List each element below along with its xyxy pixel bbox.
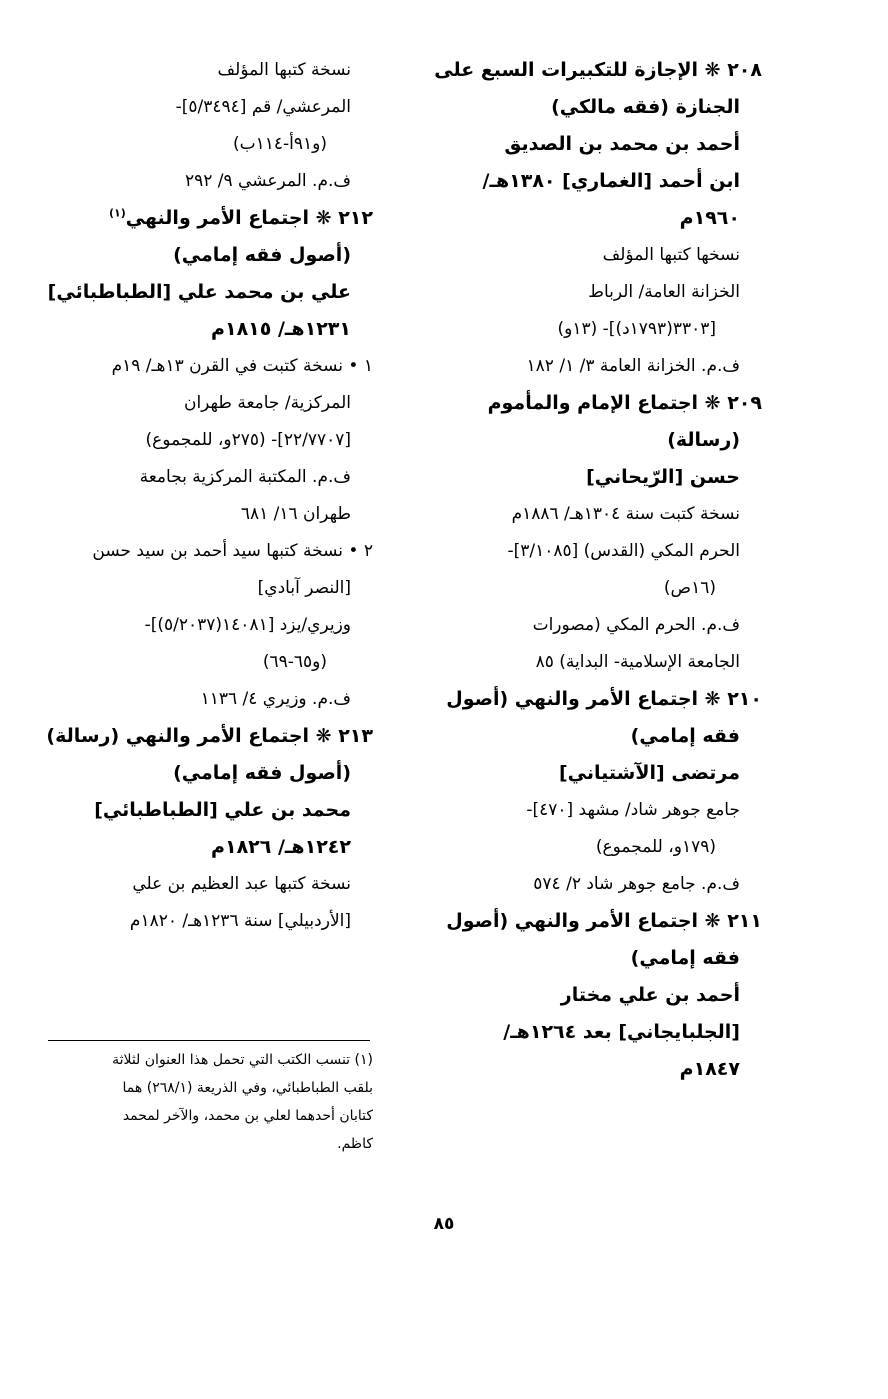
right-column-line (412, 829, 762, 866)
line-text: نسخة كتبت سنة ١٣٠٤هـ/ ١٨٨٦م (511, 504, 740, 524)
footnote (28, 1046, 373, 1158)
right-column-line (412, 607, 762, 644)
left-column-line (28, 422, 373, 459)
footnote-marker: (١) (109, 206, 126, 220)
line-text: المركزية/ جامعة طهران (183, 393, 351, 413)
line-text: وزيري/يزد [١٤٠٨١(٥/٢٠٣٧)]- (144, 615, 351, 635)
line-text: المرعشي/ قم [٥/٣٤٩٤]- (175, 97, 351, 117)
line-text: علي بن محمد علي [الطباطبائي] (47, 281, 351, 303)
right-column (412, 52, 762, 1088)
line-text: ٢١٠ ❋ اجتماع الأمر والنهي (أصول (446, 688, 762, 710)
left-column-line (28, 237, 373, 274)
line-text: ابن أحمد [الغماري] ١٣٨٠هـ/ (482, 170, 740, 192)
line-text: ١ • نسخة كتبت في القرن ١٣هـ/ ١٩م (111, 356, 373, 376)
line-text: (أصول فقه إمامي) (173, 244, 351, 266)
line-text: (و٩١أ-١١٤ب) (232, 134, 327, 154)
left-column-line (28, 89, 373, 126)
right-column-line (412, 311, 762, 348)
line-text: أحمد بن محمد بن الصديق (504, 133, 740, 155)
left-column-line (28, 607, 373, 644)
line-text: الجنازة (فقه مالكي) (551, 96, 740, 118)
right-column-line (412, 237, 762, 274)
line-text: الحرم المكي (القدس) [٣/١٠٨٥]- (507, 541, 740, 561)
left-column-line (28, 644, 373, 681)
right-column-line (412, 422, 762, 459)
right-column-line (412, 903, 762, 940)
right-column-line (412, 533, 762, 570)
right-column-line (412, 681, 762, 718)
line-text: ف.م. الخزانة العامة ٣/ ١/ ١٨٢ (526, 356, 740, 376)
right-column-line (412, 274, 762, 311)
page-number: ٨٥ (433, 1214, 455, 1234)
line-text: ٢١٢ ❋ اجتماع الأمر والنهي (125, 207, 373, 229)
line-text: ف.م. المكتبة المركزية بجامعة (139, 467, 351, 487)
right-column-line (412, 459, 762, 496)
left-column-line (28, 348, 373, 385)
line-text: نسخة كتبها المؤلف (217, 60, 351, 80)
right-column-line (412, 163, 762, 200)
right-column-line (412, 866, 762, 903)
line-text: طهران ١٦/ ٦٨١ (240, 504, 351, 524)
line-text: [٢٢/٧٧٠٧]- (٢٧٥و، للمجموع) (145, 430, 351, 450)
line-text: ٢١٣ ❋ اجتماع الأمر والنهي (رسالة) (46, 725, 373, 747)
footnote-line: (١) تنسب الكتب التي تحمل هذا العنوان لثلاثة (112, 1052, 373, 1068)
right-column-line (412, 1051, 762, 1088)
left-column-line (28, 755, 373, 792)
right-column-line (412, 496, 762, 533)
right-column-line (412, 977, 762, 1014)
left-column-line (28, 903, 373, 940)
line-text: نسخة كتبها عبد العظيم بن علي (132, 874, 351, 894)
left-column-line (28, 533, 373, 570)
line-text: ٢١١ ❋ اجتماع الأمر والنهي (أصول (446, 910, 762, 932)
line-text: (١٧٩و، للمجموع) (595, 837, 716, 857)
line-text: [٣٣٠٣(١٧٩٣د)]- (١٣و) (557, 319, 716, 339)
left-column-line (28, 718, 373, 755)
left-column-line (28, 200, 373, 237)
line-text: ف.م. جامع جوهر شاد ٢/ ٥٧٤ (533, 874, 740, 894)
line-text: ٢٠٨ ❋ الإجازة للتكبيرات السبع على (434, 59, 762, 81)
right-column-line (412, 200, 762, 237)
line-text: نسخها كتبها المؤلف (602, 245, 740, 265)
line-text: محمد بن علي [الطباطبائي] (94, 799, 351, 821)
line-text: أحمد بن علي مختار (560, 984, 740, 1006)
line-text: [الأردبيلي] سنة ١٢٣٦هـ/ ١٨٢٠م (129, 911, 351, 931)
line-text: فقه إمامي) (630, 725, 740, 747)
left-column (28, 52, 373, 940)
right-column-line (412, 940, 762, 977)
right-column-line (412, 1014, 762, 1051)
right-column-line (412, 385, 762, 422)
line-text: (رسالة) (667, 429, 740, 451)
left-column-line (28, 866, 373, 903)
line-text: [الجلبايجاني] بعد ١٢٦٤هـ/ (503, 1021, 740, 1043)
line-text: ف.م. الحرم المكي (مصورات (532, 615, 740, 635)
line-text: ١٢٤٢هـ/ ١٨٢٦م (211, 836, 351, 858)
left-column-line (28, 52, 373, 89)
left-column-line (28, 385, 373, 422)
left-column-line (28, 163, 373, 200)
right-column-line (412, 570, 762, 607)
left-column-line (28, 459, 373, 496)
line-text: حسن [الرّيحاني] (586, 466, 740, 488)
right-column-line (412, 792, 762, 829)
left-column-line (28, 496, 373, 533)
line-text: (و٦٥-٦٩) (262, 652, 327, 672)
line-text: ٢٠٩ ❋ اجتماع الإمام والمأموم (487, 392, 762, 414)
left-column-line (28, 829, 373, 866)
line-text: ١٨٤٧م (679, 1058, 740, 1080)
left-column-line (28, 792, 373, 829)
footnote-line: بلقب الطباطبائي، وفي الذريعة (٢٦٨/١) هما (122, 1080, 373, 1096)
footnote-line: كتابان أحدهما لعلي بن محمد، والآخر لمحمد (122, 1108, 373, 1124)
footnote-line: كاظم. (337, 1136, 373, 1152)
line-text: جامع جوهر شاد/ مشهد [٤٧٠]- (526, 800, 740, 820)
right-column-line (412, 126, 762, 163)
right-column-line (412, 718, 762, 755)
right-column-line (412, 52, 762, 89)
left-column-line (28, 126, 373, 163)
line-text: ٢ • نسخة كتبها سيد أحمد بن سيد حسن (92, 541, 373, 561)
right-column-line (412, 644, 762, 681)
line-text: فقه إمامي) (630, 947, 740, 969)
line-text: [النصر آبادي] (257, 578, 351, 598)
line-text: الجامعة الإسلامية- البداية) ٨٥ (535, 652, 740, 672)
left-column-line (28, 570, 373, 607)
right-column-line (412, 89, 762, 126)
right-column-line (412, 348, 762, 385)
line-text: الخزانة العامة/ الرباط (588, 282, 740, 302)
line-text: مرتضى [الآشتياني] (559, 762, 740, 784)
line-text: (أصول فقه إمامي) (173, 762, 351, 784)
line-text: ف.م. المرعشي ٩/ ٢٩٢ (184, 171, 351, 191)
line-text: ف.م. وزيري ٤/ ١١٣٦ (200, 689, 351, 709)
line-text: ١٢٣١هـ/ ١٨١٥م (211, 318, 351, 340)
line-text: (١٦ص) (663, 578, 716, 598)
left-column-line (28, 681, 373, 718)
right-column-line (412, 755, 762, 792)
left-column-line (28, 311, 373, 348)
line-text: ١٩٦٠م (679, 207, 740, 229)
footnote-divider (48, 1040, 370, 1041)
left-column-line (28, 274, 373, 311)
